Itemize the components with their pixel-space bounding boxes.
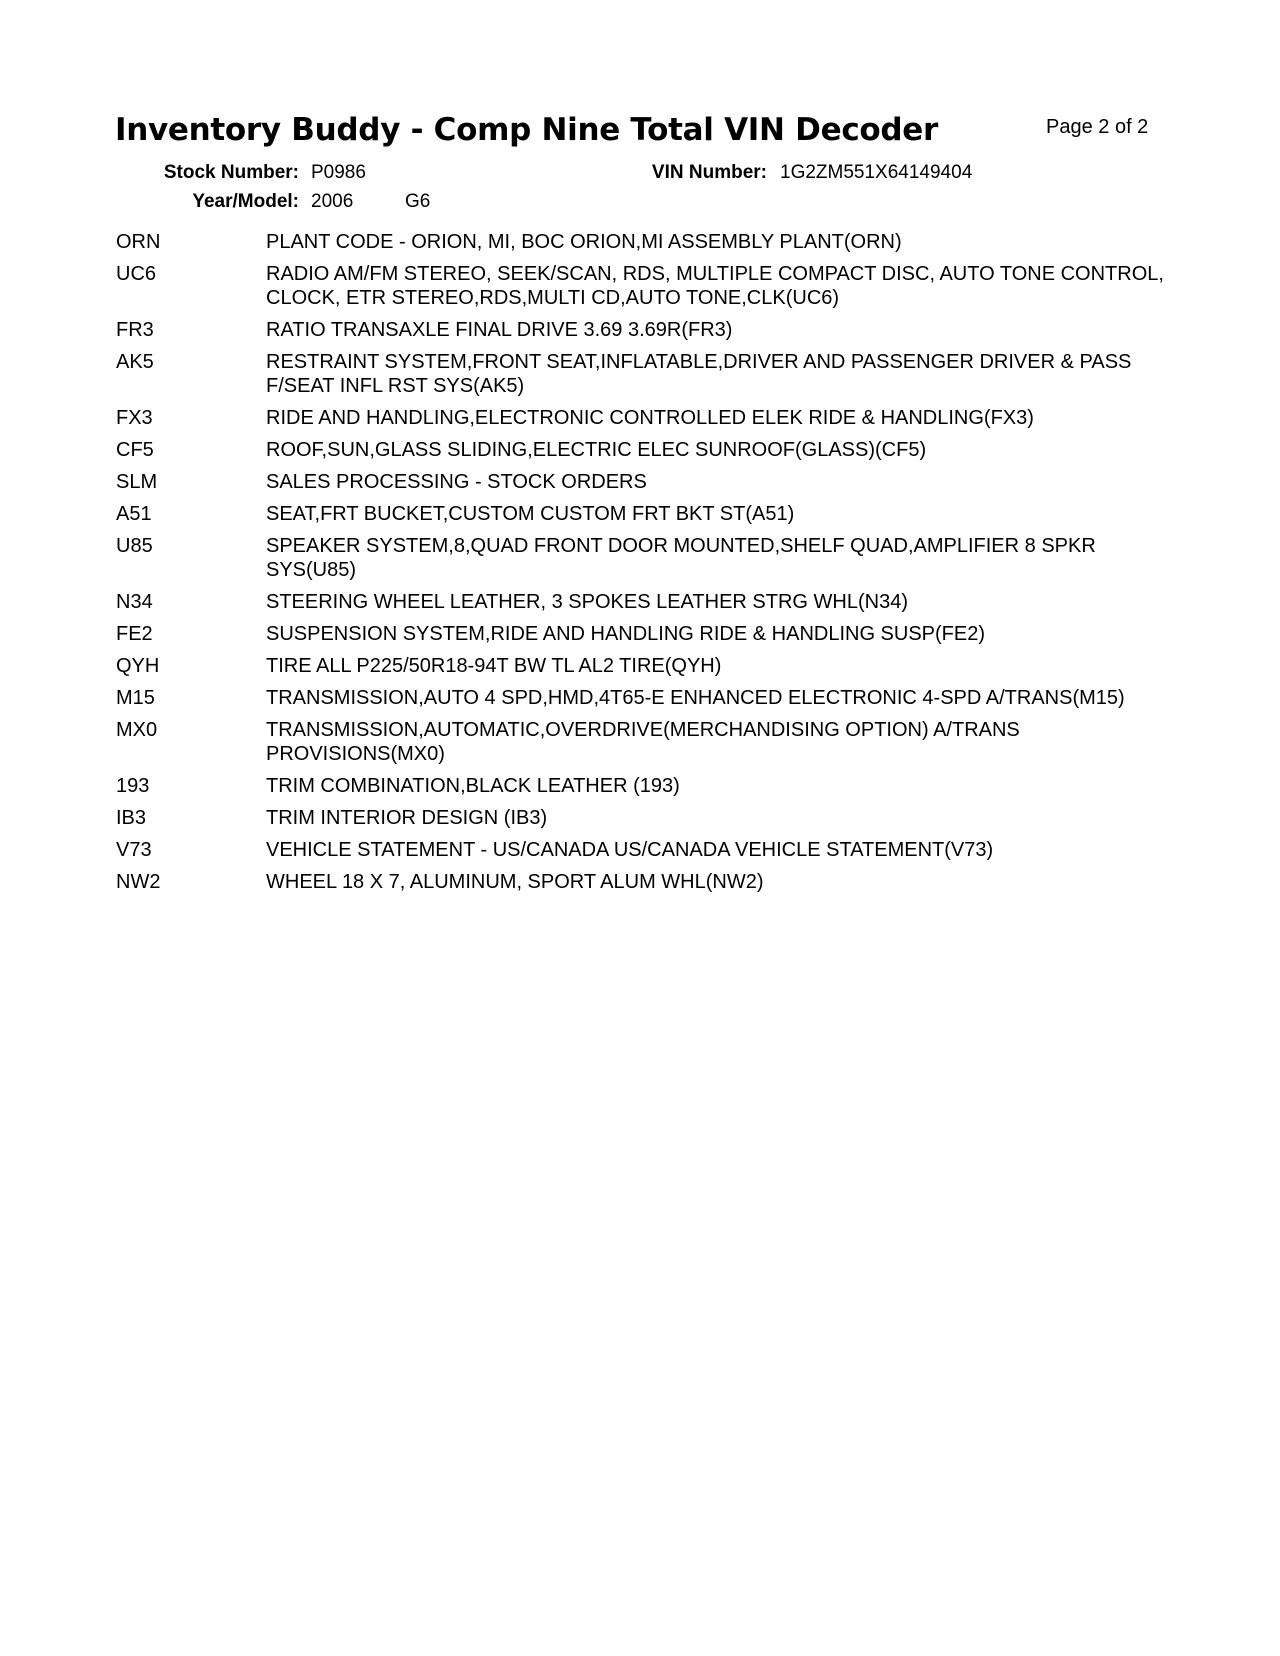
option-code: SLM bbox=[116, 471, 158, 493]
option-description: RATIO TRANSAXLE FINAL DRIVE 3.69 3.69R(FR3) bbox=[266, 319, 733, 341]
year-model-label: Year/Model: bbox=[192, 191, 299, 212]
stock-number-label: Stock Number: bbox=[163, 162, 299, 183]
option-row bbox=[116, 262, 1176, 310]
option-code: M15 bbox=[116, 687, 155, 709]
option-code: N34 bbox=[116, 591, 153, 613]
option-description: TRANSMISSION,AUTO 4 SPD,HMD,4T65-E ENHANCED ELECTRONIC 4-SPD A/TRANS(M15) bbox=[266, 687, 1125, 709]
option-row bbox=[116, 718, 1176, 766]
option-description: SPEAKER SYSTEM,8,QUAD FRONT DOOR MOUNTED,SHELF QUAD,AMPLIFIER 8 SPKR SYS(U85) bbox=[266, 535, 1096, 581]
option-code: 193 bbox=[116, 775, 150, 797]
option-code: QYH bbox=[116, 655, 160, 677]
option-description: SALES PROCESSING - STOCK ORDERS bbox=[266, 471, 647, 493]
option-description: PLANT CODE - ORION, MI, BOC ORION,MI ASSEMBLY PLANT(ORN) bbox=[266, 231, 902, 253]
option-row bbox=[116, 806, 1176, 830]
option-code: UC6 bbox=[116, 263, 157, 285]
option-description: SUSPENSION SYSTEM,RIDE AND HANDLING RIDE & HANDLING SUSP(FE2) bbox=[266, 623, 986, 645]
option-row bbox=[116, 590, 1176, 614]
option-row bbox=[116, 230, 1176, 254]
option-description: WHEEL 18 X 7, ALUMINUM, SPORT ALUM WHL(NW2) bbox=[266, 871, 764, 893]
option-row bbox=[116, 870, 1176, 894]
option-code: ORN bbox=[116, 231, 161, 253]
option-description: TIRE ALL P225/50R18-94T BW TL AL2 TIRE(QYH) bbox=[266, 655, 722, 677]
stock-number-value: P0986 bbox=[311, 162, 366, 183]
option-code: FX3 bbox=[116, 407, 153, 429]
option-description: TRIM INTERIOR DESIGN (IB3) bbox=[266, 807, 548, 829]
vin-label: VIN Number: bbox=[651, 162, 767, 183]
option-row bbox=[116, 838, 1176, 862]
option-row bbox=[116, 774, 1176, 798]
option-code: MX0 bbox=[116, 719, 158, 741]
option-description: RESTRAINT SYSTEM,FRONT SEAT,INFLATABLE,DRIVER AND PASSENGER DRIVER & PASS F/SEAT INFL RST SYS(AK5) bbox=[266, 351, 1132, 397]
option-row bbox=[116, 438, 1176, 462]
option-description: SEAT,FRT BUCKET,CUSTOM CUSTOM FRT BKT ST(A51) bbox=[266, 503, 795, 525]
option-description: RADIO AM/FM STEREO, SEEK/SCAN, RDS, MULTIPLE COMPACT DISC, AUTO TONE CONTROL, CLOCK, ETR STEREO,RDS,MULTI CD,AUTO TONE,CLK(UC6) bbox=[266, 263, 1164, 309]
option-row bbox=[116, 686, 1176, 710]
option-code: V73 bbox=[116, 839, 152, 861]
option-row bbox=[116, 622, 1176, 646]
option-description: TRIM COMBINATION,BLACK LEATHER (193) bbox=[266, 775, 680, 797]
model-value: G6 bbox=[405, 191, 431, 212]
option-code: AK5 bbox=[116, 351, 154, 373]
page-title: Inventory Buddy - Comp Nine Total VIN Decoder bbox=[115, 112, 939, 148]
option-description: RIDE AND HANDLING,ELECTRONIC CONTROLLED ELEK RIDE & HANDLING(FX3) bbox=[266, 407, 1034, 429]
year-value: 2006 bbox=[311, 191, 354, 212]
option-code: NW2 bbox=[116, 871, 161, 893]
page-indicator: Page 2 of 2 bbox=[1046, 116, 1149, 138]
option-code: FR3 bbox=[116, 319, 154, 341]
option-row bbox=[116, 350, 1176, 398]
option-row bbox=[116, 654, 1176, 678]
option-description: TRANSMISSION,AUTOMATIC,OVERDRIVE(MERCHANDISING OPTION) A/TRANS PROVISIONS(MX0) bbox=[266, 719, 1020, 765]
option-description: STEERING WHEEL LEATHER, 3 SPOKES LEATHER STRG WHL(N34) bbox=[266, 591, 908, 613]
option-code: A51 bbox=[116, 503, 152, 525]
option-code: U85 bbox=[116, 535, 153, 557]
option-row bbox=[116, 406, 1176, 430]
vin-value: 1G2ZM551X64149404 bbox=[780, 162, 973, 183]
option-code: CF5 bbox=[116, 439, 154, 461]
option-row bbox=[116, 318, 1176, 342]
option-row bbox=[116, 470, 1176, 494]
option-code: FE2 bbox=[116, 623, 153, 645]
option-code-list bbox=[116, 230, 1176, 902]
option-description: VEHICLE STATEMENT - US/CANADA US/CANADA VEHICLE STATEMENT(V73) bbox=[266, 839, 994, 861]
option-row bbox=[116, 502, 1176, 526]
option-row bbox=[116, 534, 1176, 582]
option-description: ROOF,SUN,GLASS SLIDING,ELECTRIC ELEC SUNROOF(GLASS)(CF5) bbox=[266, 439, 927, 461]
option-code: IB3 bbox=[116, 807, 147, 829]
